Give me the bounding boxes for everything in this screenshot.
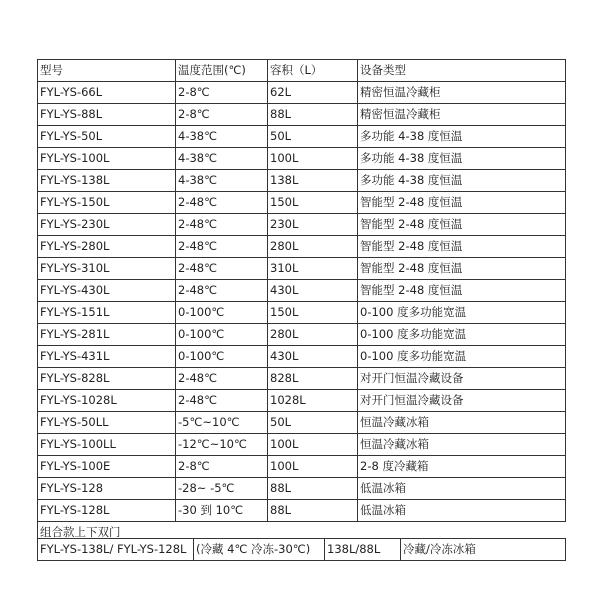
model-cell: FYL-YS-100LL — [38, 434, 176, 456]
model-cell: FYL-YS-230L — [38, 214, 176, 236]
model-cell: FYL-YS-50LL — [38, 412, 176, 434]
table-row — [38, 390, 566, 412]
table-row — [38, 148, 566, 170]
temperature-cell: 0-100℃ — [176, 302, 268, 324]
combo-row — [38, 539, 566, 561]
header-type: 设备类型 — [358, 60, 566, 82]
table-row — [38, 214, 566, 236]
type-cell: 恒温冷藏冰箱 — [358, 412, 566, 434]
temperature-cell: 4-38℃ — [176, 170, 268, 192]
volume-cell: 280L — [268, 236, 358, 258]
table-row — [38, 258, 566, 280]
model-cell: FYL-YS-280L — [38, 236, 176, 258]
model-cell: FYL-YS-128L — [38, 500, 176, 522]
model-cell: FYL-YS-431L — [38, 346, 176, 368]
table-row — [38, 82, 566, 104]
table-row — [38, 368, 566, 390]
table-row — [38, 170, 566, 192]
temperature-cell: 2-48℃ — [176, 214, 268, 236]
table-row — [38, 280, 566, 302]
type-cell: 精密恒温冷藏柜 — [358, 104, 566, 126]
volume-cell: 828L — [268, 368, 358, 390]
volume-cell: 310L — [268, 258, 358, 280]
volume-cell: 88L — [268, 104, 358, 126]
type-cell: 恒温冷藏冰箱 — [358, 434, 566, 456]
type-cell: 低温冰箱 — [358, 500, 566, 522]
table-row — [38, 500, 566, 522]
header-volume: 容积（L） — [268, 60, 358, 82]
volume-cell: 100L — [268, 456, 358, 478]
volume-cell: 50L — [268, 126, 358, 148]
header-row — [38, 60, 566, 82]
temperature-cell: -5℃~10℃ — [176, 412, 268, 434]
type-cell: 智能型 2-48 度恒温 — [358, 258, 566, 280]
combo-table — [37, 538, 566, 561]
temperature-cell: 2-48℃ — [176, 258, 268, 280]
table-row — [38, 434, 566, 456]
model-cell: FYL-YS-138L — [38, 170, 176, 192]
temperature-cell: 0-100℃ — [176, 324, 268, 346]
model-cell: FYL-YS-310L — [38, 258, 176, 280]
temperature-cell: 2-8℃ — [176, 104, 268, 126]
model-cell: FYL-YS-66L — [38, 82, 176, 104]
type-cell: 低温冰箱 — [358, 478, 566, 500]
volume-cell: 62L — [268, 82, 358, 104]
volume-cell: 50L — [268, 412, 358, 434]
model-cell: FYL-YS-50L — [38, 126, 176, 148]
volume-cell: 150L — [268, 302, 358, 324]
type-cell: 0-100 度多功能宽温 — [358, 302, 566, 324]
table-row — [38, 192, 566, 214]
type-cell: 多功能 4-38 度恒温 — [358, 148, 566, 170]
header-model: 型号 — [38, 60, 176, 82]
type-cell: 对开门恒温冷藏设备 — [358, 368, 566, 390]
table-row — [38, 346, 566, 368]
volume-cell: 150L — [268, 192, 358, 214]
volume-cell: 430L — [268, 346, 358, 368]
model-cell: FYL-YS-1028L — [38, 390, 176, 412]
volume-cell: 230L — [268, 214, 358, 236]
temperature-cell: 2-48℃ — [176, 368, 268, 390]
table-row — [38, 126, 566, 148]
model-cell: FYL-YS-128 — [38, 478, 176, 500]
type-cell: 精密恒温冷藏柜 — [358, 82, 566, 104]
combo-title: 组合款上下双门 — [38, 522, 566, 544]
model-cell: FYL-YS-100L — [38, 148, 176, 170]
model-cell: FYL-YS-281L — [38, 324, 176, 346]
model-cell: FYL-YS-828L — [38, 368, 176, 390]
type-cell: 0-100 度多功能宽温 — [358, 346, 566, 368]
table-row — [38, 104, 566, 126]
combo-model: FYL-YS-138L/ FYL-YS-128L — [38, 539, 194, 561]
table-body — [38, 82, 566, 522]
type-cell: 智能型 2-48 度恒温 — [358, 236, 566, 258]
header-temperature: 温度范围(℃) — [176, 60, 268, 82]
volume-cell: 280L — [268, 324, 358, 346]
temperature-cell: 2-8℃ — [176, 82, 268, 104]
model-cell: FYL-YS-430L — [38, 280, 176, 302]
type-cell: 智能型 2-48 度恒温 — [358, 280, 566, 302]
table-row — [38, 302, 566, 324]
volume-cell: 88L — [268, 478, 358, 500]
table-row — [38, 412, 566, 434]
temperature-cell: 4-38℃ — [176, 126, 268, 148]
combo-temperature: (冷藏 4℃ 冷冻-30℃) — [194, 539, 325, 561]
table-row — [38, 456, 566, 478]
temperature-cell: 4-38℃ — [176, 148, 268, 170]
temperature-cell: 2-48℃ — [176, 390, 268, 412]
temperature-cell: 0-100℃ — [176, 346, 268, 368]
model-cell: FYL-YS-88L — [38, 104, 176, 126]
type-cell: 对开门恒温冷藏设备 — [358, 390, 566, 412]
table-row — [38, 478, 566, 500]
combo-volume: 138L/88L — [325, 539, 401, 561]
type-cell: 智能型 2-48 度恒温 — [358, 192, 566, 214]
model-cell: FYL-YS-100E — [38, 456, 176, 478]
volume-cell: 100L — [268, 148, 358, 170]
temperature-cell: 2-48℃ — [176, 280, 268, 302]
type-cell: 0-100 度多功能宽温 — [358, 324, 566, 346]
temperature-cell: 2-48℃ — [176, 236, 268, 258]
table-row — [38, 236, 566, 258]
spec-table — [37, 59, 566, 543]
model-cell: FYL-YS-151L — [38, 302, 176, 324]
type-cell: 多功能 4-38 度恒温 — [358, 170, 566, 192]
volume-cell: 138L — [268, 170, 358, 192]
temperature-cell: 2-48℃ — [176, 192, 268, 214]
volume-cell: 430L — [268, 280, 358, 302]
type-cell: 智能型 2-48 度恒温 — [358, 214, 566, 236]
type-cell: 多功能 4-38 度恒温 — [358, 126, 566, 148]
temperature-cell: -30 到 10℃ — [176, 500, 268, 522]
temperature-cell: -12℃~10℃ — [176, 434, 268, 456]
volume-cell: 100L — [268, 434, 358, 456]
volume-cell: 1028L — [268, 390, 358, 412]
table-row — [38, 324, 566, 346]
temperature-cell: 2-8℃ — [176, 456, 268, 478]
volume-cell: 88L — [268, 500, 358, 522]
type-cell: 2-8 度冷藏箱 — [358, 456, 566, 478]
temperature-cell: -28~ -5℃ — [176, 478, 268, 500]
model-cell: FYL-YS-150L — [38, 192, 176, 214]
combo-type: 冷藏/冷冻冰箱 — [401, 539, 566, 561]
